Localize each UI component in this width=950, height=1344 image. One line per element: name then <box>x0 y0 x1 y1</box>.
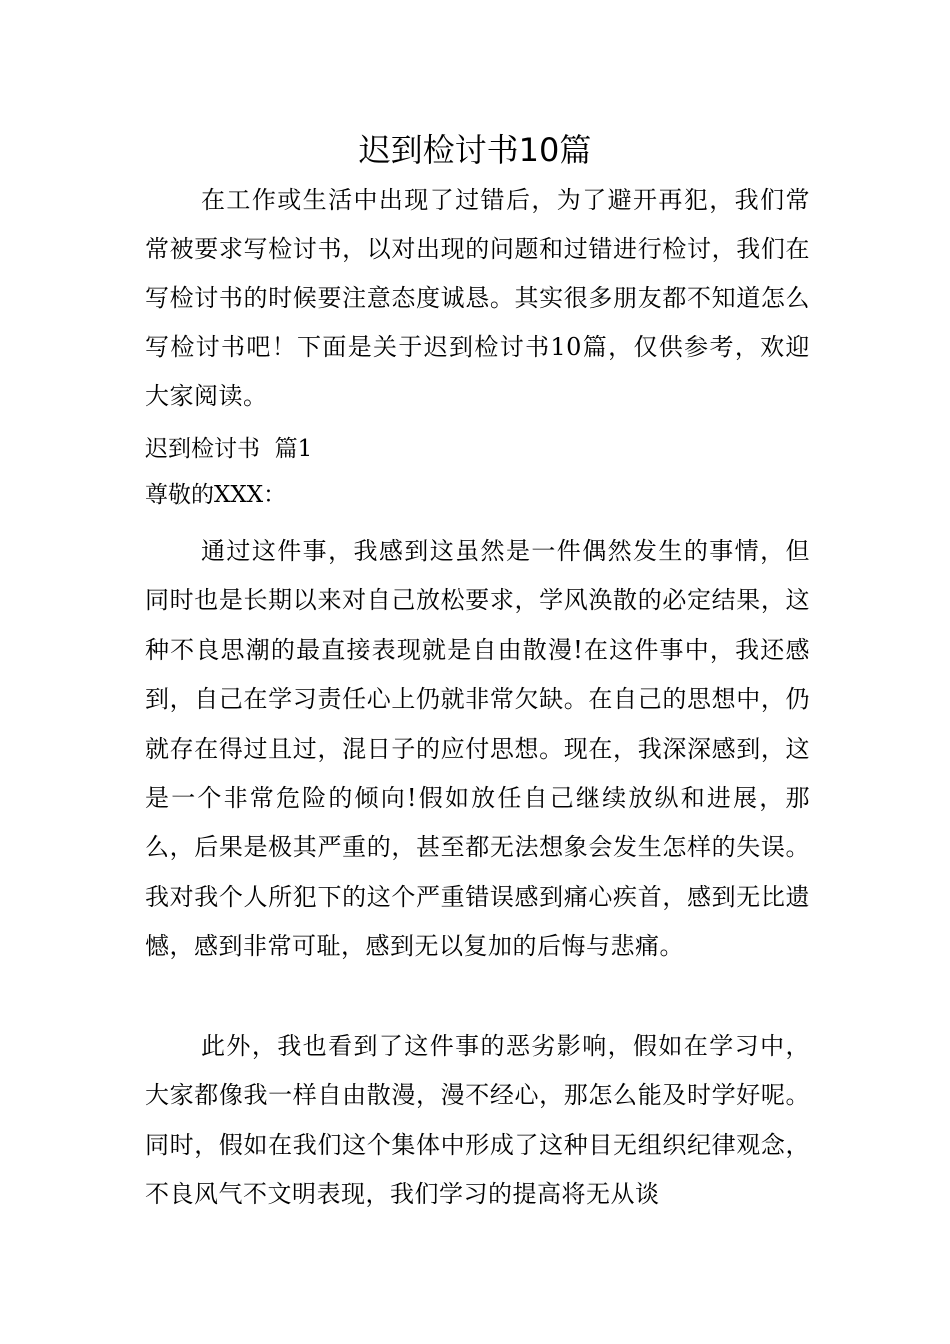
body-paragraph-2: 此外，我也看到了这件事的恶劣影响，假如在学习中，大家都像我一样自由散漫，漫不经心，那怎么能及时学好呢。同时，假如在我们这个集体中形成了这种目无组织纪律观念，不良风气不文明表现，我们学习的提高将无从谈 <box>145 1032 810 1209</box>
document-title: 迟到检讨书10篇 <box>358 131 592 169</box>
body-paragraph-1: 通过这件事，我感到这虽然是一件偶然发生的事情，但同时也是长期以来对自己放松要求，学风涣散的必定结果，这种不良思潮的最直接表现就是自由散漫!在这件事中，我还感到，自己在学习责任心上仍就非常欠缺。在自己的思想中，仍就存在得过且过，混日子的应付思想。现在，我深深感到，这是一个非常危险的倾向!假如放任自己继续放纵和进展，那么，后果是极其严重的，甚至都无法想象会发生怎样的失误。我对我个人所犯下的这个严重错误感到痛心疾首，感到无比遗憾，感到非常可耻，感到无以复加的后悔与悲痛。 <box>145 537 810 961</box>
intro-paragraph: 在工作或生活中出现了过错后，为了避开再犯，我们常常被要求写检讨书，以对出现的问题和过错进行检讨，我们在写检讨书的时候要注意态度诚恳。其实很多朋友都不知道怎么写检讨书吧！下面是关于迟到检讨书10篇，仅供参考，欢迎大家阅读。 <box>145 186 810 410</box>
salutation: 尊敬的XXX： <box>145 482 287 508</box>
section-heading: 迟到检讨书 篇1 <box>145 436 313 462</box>
